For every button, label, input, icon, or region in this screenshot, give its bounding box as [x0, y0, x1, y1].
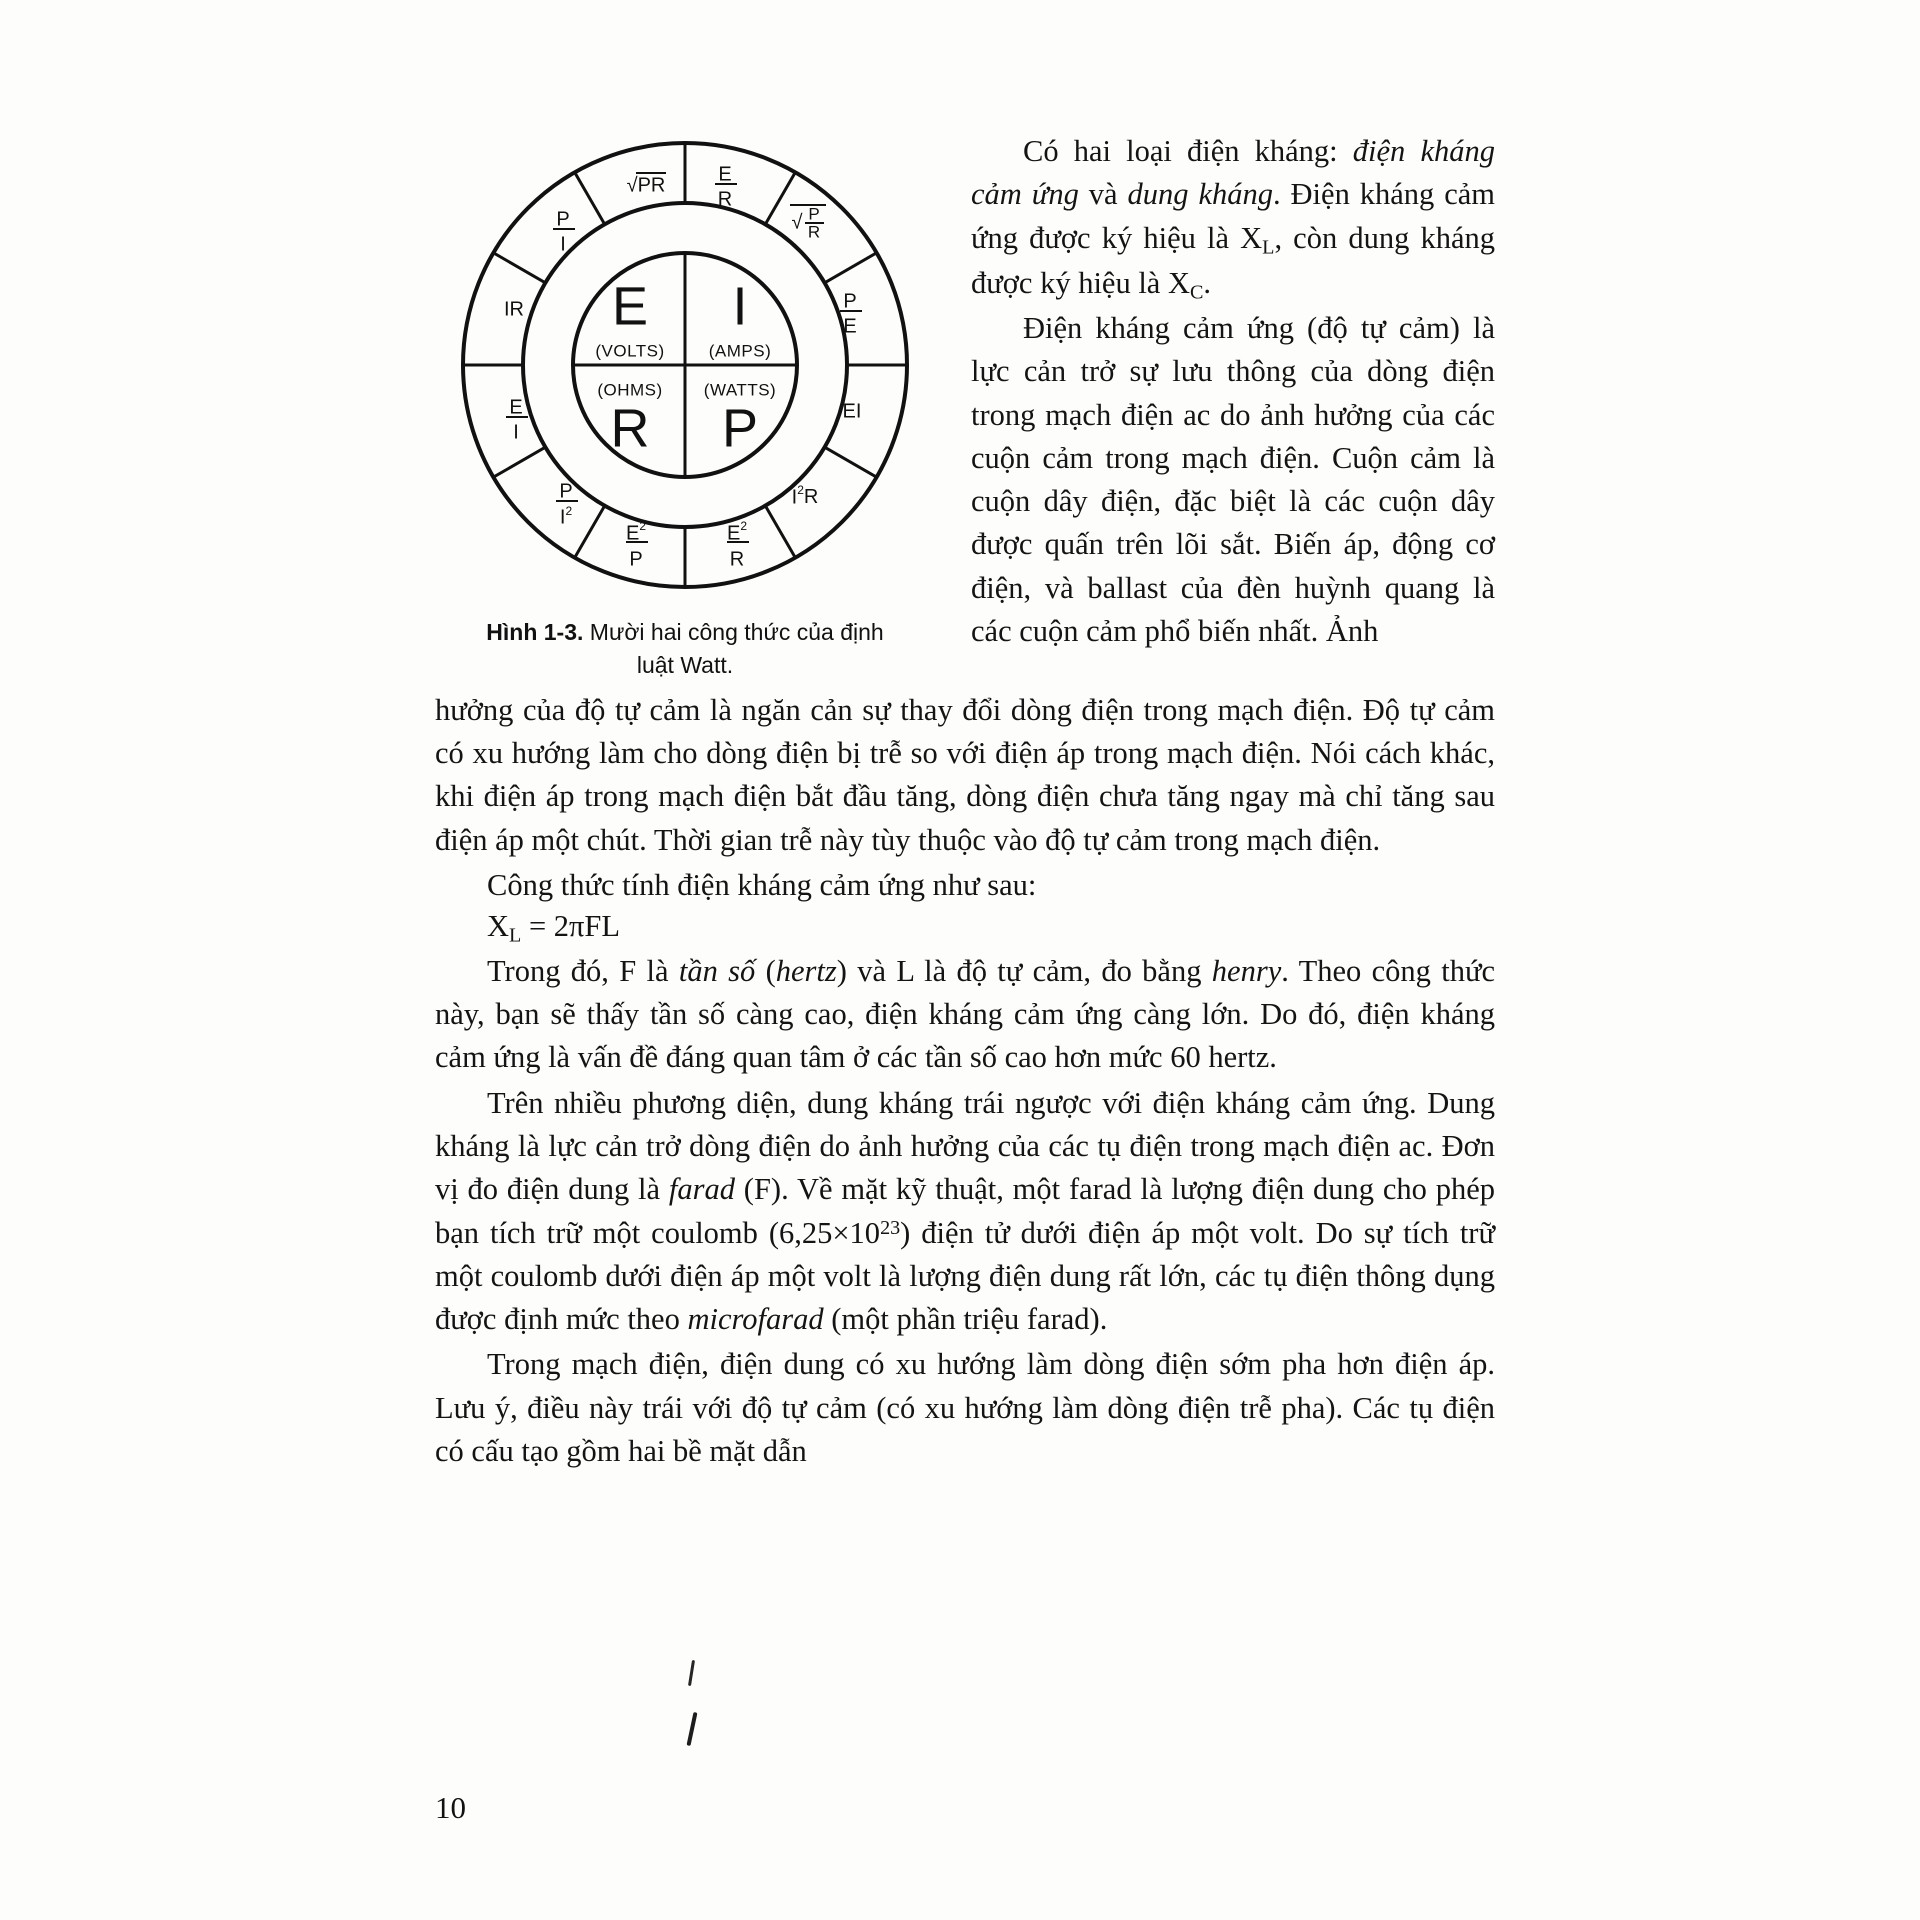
wheel-center-r: R — [610, 398, 650, 459]
figure-caption — [435, 616, 935, 683]
watt-law-wheel-svg — [450, 130, 920, 600]
wheel-seg-ei — [843, 400, 862, 422]
wheel-center-e: E — [611, 276, 649, 337]
figure-column — [435, 130, 935, 683]
p5-italic-1: farad — [668, 1172, 735, 1207]
p4-part-d: . Theo công thức này, bạn sẽ thấy tần số càng cao, điện kháng cảm ứng càng lớn. Do đó, điện kháng cảm ứng là vấn đề đáng quan tâm ở các tần số cao hơn mức 60 hertz. — [435, 953, 1496, 1075]
formula-symbol: X — [487, 909, 510, 944]
wheel-center-p: P — [721, 398, 759, 459]
scan-pen-mark-2 — [687, 1712, 698, 1746]
paragraph-2-continued: hưởng của độ tự cảm là ngăn cản sự thay đổi dòng điện trong mạch điện. Độ tự cảm có xu hướng làm cho dòng điện bị trễ so với điện áp trong mạch điện. Nói cách khác, khi điện áp trong mạch điện bắt đầu tăng, dòng điện chưa tăng ngay mà chỉ tăng sau điện áp một chút. Thời gian trễ này tùy thuộc vào độ tự cảm trong mạch điện. — [435, 692, 1495, 857]
svg-text:I: I — [560, 233, 566, 256]
wheel-seg-sqrt-p-over-r — [790, 204, 826, 241]
p4-part-a: Trong đó, F là — [487, 953, 679, 988]
p1-part-e: . — [1203, 265, 1212, 300]
p5-part-a: Trên nhiều phương diện, dung kháng trái ngược với điện kháng cảm ứng. Dung kháng là lực cản trở dòng điện do ảnh hưởng của các tụ điện trong mạch điện ac. Đơn vị đo điện dung là — [435, 1085, 1495, 1207]
svg-text:I: I — [513, 421, 519, 444]
wheel-seg-sqrt-pr — [627, 173, 666, 196]
svg-text:R: R — [729, 548, 745, 571]
p4-italic-2: hertz — [775, 953, 837, 988]
wheel-seg-e2-over-p — [626, 519, 648, 570]
svg-text:E2: $E^2$ — [726, 519, 748, 545]
svg-text:R: R — [807, 222, 821, 242]
svg-text:√PR: √PR — [626, 174, 666, 197]
svg-text:E2: $E^2$ — [625, 519, 647, 545]
wheel-center-i-unit: (AMPS) — [708, 341, 772, 361]
paragraph-4 — [435, 950, 1495, 1080]
p5-italic-2: microfarad — [687, 1302, 824, 1337]
figure-caption-text: Mười hai công thức của định luật Watt. — [583, 619, 884, 679]
paragraph-1 — [971, 130, 1495, 307]
p1-sub-c: C — [1190, 281, 1204, 304]
wheel-center-r-unit: (OHMS) — [597, 380, 663, 400]
p5-superscript: 23 — [880, 1216, 901, 1239]
p1-part-c: . Điện kháng cảm ứng được ký hiệu là X — [971, 177, 1495, 255]
svg-text:√: √ — [791, 211, 803, 234]
p1-part-d: , còn dung kháng được ký hiệu là X — [971, 220, 1496, 300]
svg-text:EI: EI — [842, 400, 862, 423]
first-text-column — [935, 130, 1495, 653]
svg-text:I2: $I^2$ — [559, 504, 573, 529]
svg-text:P: P — [843, 290, 857, 313]
page-number: 10 — [435, 1790, 466, 1825]
p1-part-a: Có hai loại điện kháng: — [1023, 134, 1353, 168]
svg-text:I2R: $I^2R$ — [791, 483, 819, 509]
paragraph-6: Trong mạch điện, điện dung có xu hướng làm dòng điện sớm pha hơn điện áp. Lưu ý, điều này trái với độ tự cảm (có xu hướng làm dòng điện trễ pha). Các tụ điện có cấu tạo gồm hai bề mặt dẫn — [435, 1347, 1495, 1469]
wheel-center-i: I — [732, 276, 748, 337]
svg-text:E: E — [843, 315, 857, 338]
formula-xl — [435, 909, 1495, 948]
p5-part-d: (một phần triệu farad). — [823, 1302, 1108, 1337]
page-content — [435, 130, 1495, 1475]
p1-italic-1: điện kháng cảm ứng — [971, 134, 1495, 212]
wheel-seg-e2-over-r — [727, 519, 749, 570]
p4-italic-1: tần số — [678, 953, 756, 988]
paragraph-2-start: Điện kháng cảm ứng (độ tự cảm) là lực cản trở sự lưu thông của dòng điện trong mạch điện ac do ảnh hưởng của các cuộn cảm trong mạch điện. Cuộn cảm là cuộn dây điện, đặc biệt là các cuộn dây được quấn trên lõi sắt. Biến áp, động cơ điện, và ballast của đèn huỳnh quang là các cuộn cảm phổ biến nhất. Ảnh — [971, 310, 1495, 649]
formula-subscript: L — [509, 924, 522, 947]
full-width-text — [435, 689, 1495, 1474]
wheel-center-p-unit: (WATTS) — [703, 380, 777, 400]
svg-text:R: R — [717, 188, 733, 211]
svg-text:E: E — [718, 163, 732, 186]
svg-text:P: P — [808, 204, 820, 224]
p1-sub-l: L — [1262, 236, 1275, 259]
p1-part-b: và — [1078, 177, 1128, 212]
svg-text:E: E — [509, 396, 523, 419]
svg-text:P: P — [559, 480, 573, 503]
p4-part-c: ) và L là độ tự cảm, đo bằng — [836, 953, 1212, 988]
p5-part-b: (F). Về mặt kỹ thuật, một farad là lượng điện dung cho phép bạn tích trữ một coulomb (6,25×10 — [435, 1172, 1496, 1250]
svg-text:P: P — [556, 208, 570, 231]
wheel-seg-p-over-i2 — [556, 480, 578, 528]
wheel-seg-ir — [504, 298, 524, 320]
p4-part-b: ( — [755, 953, 776, 988]
svg-text:IR: IR — [504, 298, 524, 321]
paragraph-5 — [435, 1082, 1495, 1342]
wheel-seg-e-over-r — [715, 163, 737, 210]
svg-text:P: P — [629, 548, 643, 571]
p5-part-c: ) điện tử dưới điện áp một volt. Do sự tích trữ một coulomb dưới điện áp một volt là lượng điện dung rất lớn, các tụ điện thông dụng được định mức theo — [435, 1215, 1495, 1337]
wheel-seg-p-over-e — [840, 290, 862, 337]
scan-pen-mark-1 — [688, 1660, 695, 1686]
figure-watt-law-wheel — [435, 130, 935, 683]
p1-italic-2: dung kháng — [1127, 177, 1273, 212]
top-block — [435, 130, 1495, 683]
paragraph-3: Công thức tính điện kháng cảm ứng như sau: — [487, 867, 1037, 902]
figure-caption-label: Hình 1-3. — [486, 619, 584, 645]
formula-rest: = 2πFL — [521, 909, 621, 944]
p4-italic-3: henry — [1211, 953, 1282, 988]
wheel-seg-e-over-i — [506, 396, 528, 443]
wheel-seg-i2r — [792, 483, 819, 508]
wheel-center-e-unit: (VOLTS) — [595, 341, 665, 361]
